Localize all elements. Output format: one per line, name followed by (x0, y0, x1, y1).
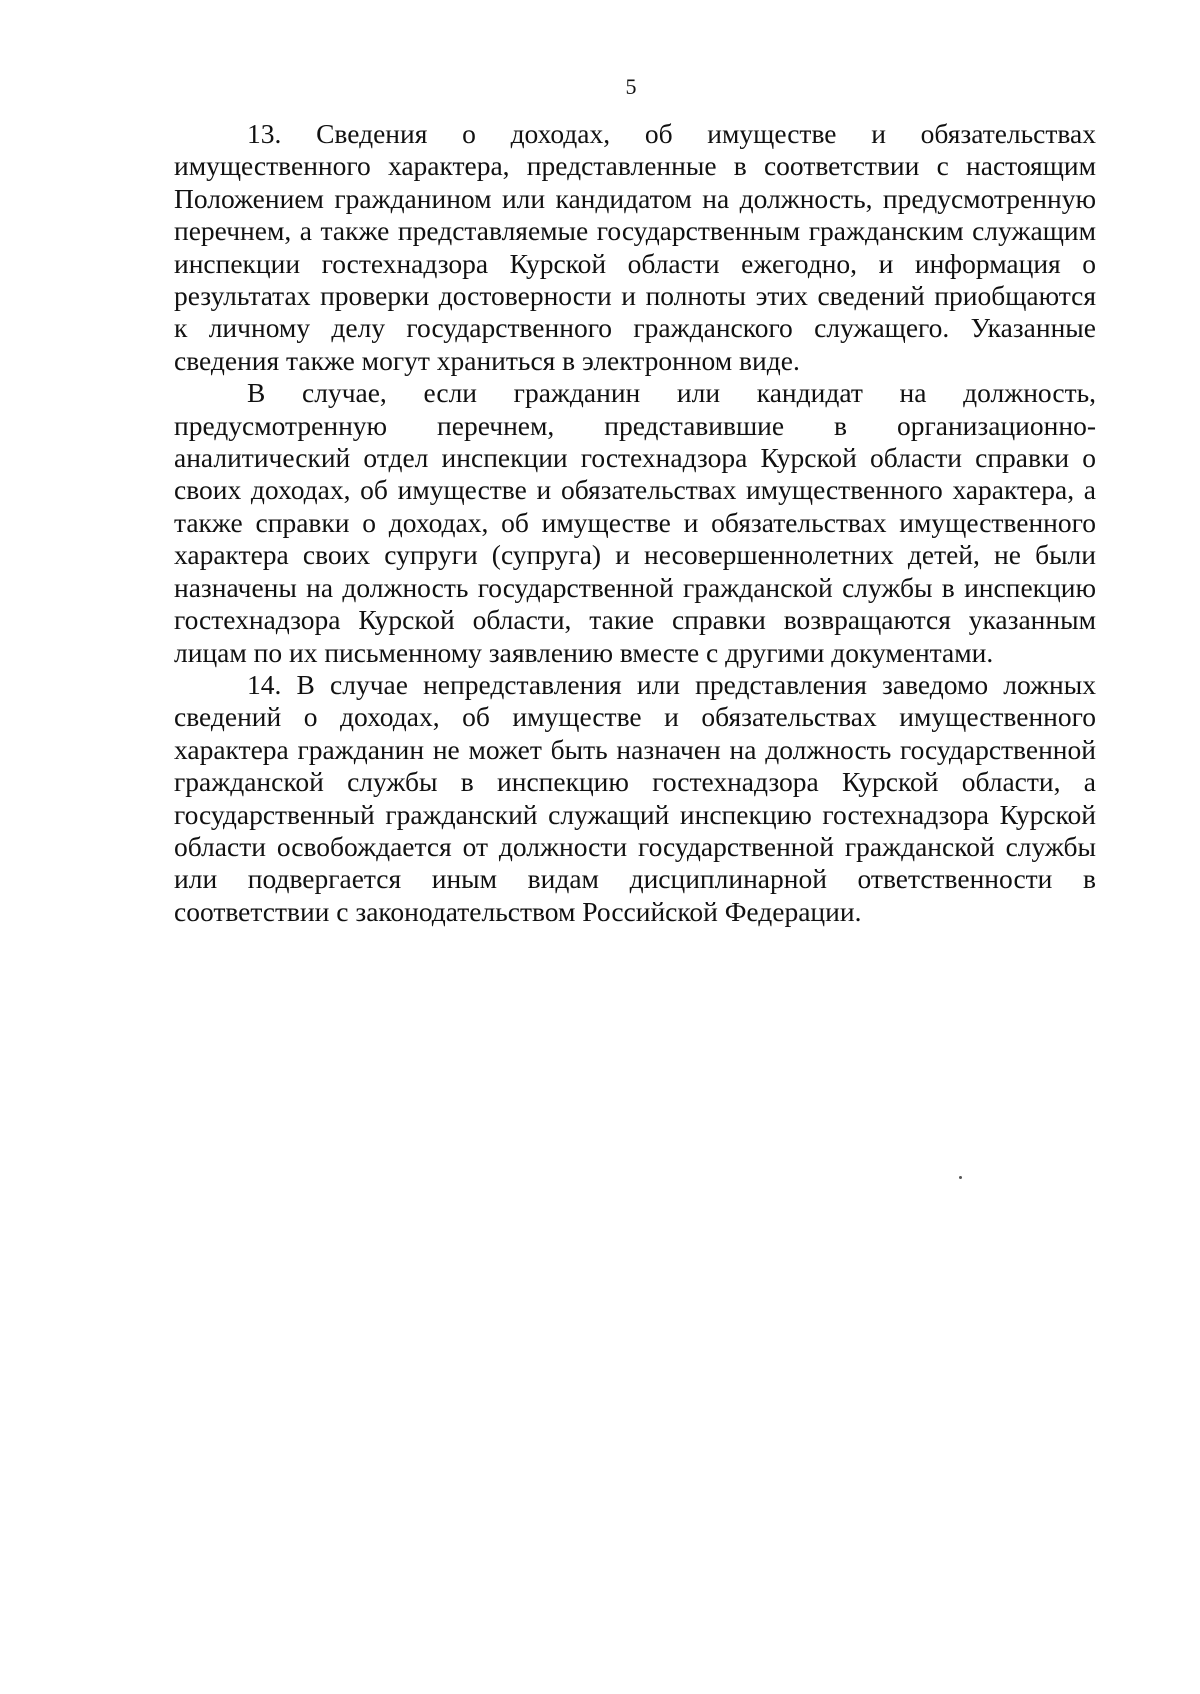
paragraph-13: 13. Сведения о доходах, об имуществе и обязательствах имущественного характера, представленные в соответствии с настоящим Положением гражданином или кандидатом на должность, предусмотренную перечнем, а также представляемые государственным гражданским служащим инспекции гостехнадзора Курской области ежегодно, и информация о результатах проверки достоверности и полноты этих сведений приобщаются к личному делу государственного гражданского служащего. Указанные сведения также могут храниться в электронном виде. (174, 118, 1096, 376)
scan-speck (959, 1176, 962, 1179)
document-body (174, 118, 1096, 928)
page-number: 5 (625, 74, 637, 99)
paragraph-13-continuation: В случае, если гражданин или кандидат на должность, предусмотренную перечнем, представившие в организационно-аналитический отдел инспекции гостехнадзора Курской области справки о своих доходах, об имуществе и обязательствах имущественного характера, а также справки о доходах, об имуществе и обязательствах имущественного характера своих супруги (супруга) и несовершеннолетних детей, не были назначены на должность государственной гражданской службы в инспекцию гостехнадзора Курской области, такие справки возвращаются указанным лицам по их письменному заявлению вместе с другими документами. (174, 377, 1096, 668)
paragraph-14: 14. В случае непредставления или представления заведомо ложных сведений о доходах, об имуществе и обязательствах имущественного характера гражданин не может быть назначен на должность государственной гражданской службы в инспекцию гостехнадзора Курской области, а государственный гражданский служащий инспекцию гостехнадзора Курской области освобождается от должности государственной гражданской службы или подвергается иным видам дисциплинарной ответственности в соответствии с законодательством Российской Федерации. (174, 668, 1096, 927)
